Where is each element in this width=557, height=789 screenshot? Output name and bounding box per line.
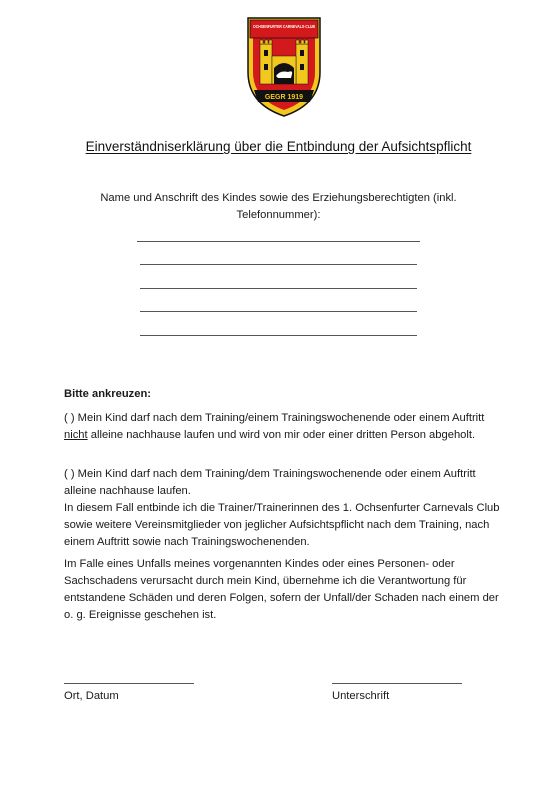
- option-2-line-1: ( ) Mein Kind darf nach dem Training/dem Trainingswochenende oder einem Auftritt: [64, 468, 476, 480]
- option-2-line-2: alleine nachhause laufen.: [64, 485, 191, 497]
- option-1-line-2-rest: alleine nachhause laufen und wird von mir oder einer dritten Person abgeholt.: [87, 429, 476, 441]
- address-line-5[interactable]: [140, 335, 417, 336]
- address-line-4[interactable]: [140, 311, 417, 312]
- nicht-emphasis: nicht: [64, 429, 88, 441]
- check-heading: Bitte ankreuzen:: [64, 388, 152, 400]
- signature-label: Unterschrift: [332, 690, 390, 702]
- intro-line-1: Name und Anschrift des Kindes sowie des Erziehungsberechtigten (inkl.: [100, 192, 457, 204]
- option-2-line-5: einem Auftritt sowie nach Trainingswochenenden.: [64, 536, 310, 548]
- option-1-line-2: [64, 427, 504, 444]
- document-title: Einverständniserklärung über die Entbindung der Aufsichtspflicht: [85, 139, 472, 154]
- liability-paragraph: [64, 556, 504, 624]
- liability-line-4: o. g. Ereignisse geschehen ist.: [64, 609, 217, 621]
- option-1[interactable]: [64, 410, 504, 444]
- option-2-line-4: sowie weitere Vereinsmitglieder von jeglicher Aufsichtspflicht nach dem Training, nach: [64, 519, 490, 531]
- place-date-line[interactable]: [64, 683, 194, 684]
- intro-line-2: Telefonnummer):: [236, 209, 321, 221]
- intro-text: [90, 190, 467, 224]
- signature-line[interactable]: [332, 683, 462, 684]
- liability-line-2: Sachschadens verursacht durch mein Kind, übernehme ich die Verantwortung für: [64, 575, 467, 587]
- liability-line-1: Im Falle eines Unfalls meines vorgenannten Kindes oder eines Personen- oder: [64, 558, 455, 570]
- logo-arc-text: OCHSENFURTER CARNEVALS-CLUB: [253, 24, 316, 29]
- option-1-line-1: ( ) Mein Kind darf nach dem Training/einem Trainingswochenende oder einem Auftritt: [64, 412, 485, 424]
- address-line-3[interactable]: [140, 288, 417, 289]
- logo-ribbon-text: GEGR 1919: [264, 94, 304, 101]
- place-date-label: Ort, Datum: [64, 690, 119, 702]
- option-2[interactable]: [64, 466, 504, 551]
- option-2-line-3: In diesem Fall entbinde ich die Trainer/Trainerinnen des 1. Ochsenfurter Carnevals Club: [64, 502, 500, 514]
- address-line-1[interactable]: [137, 241, 420, 242]
- address-line-2[interactable]: [140, 264, 417, 265]
- club-logo: [244, 14, 324, 118]
- liability-line-3: entstandene Schäden und deren Folgen, sofern der Unfall/der Schaden nach einem der: [64, 592, 499, 604]
